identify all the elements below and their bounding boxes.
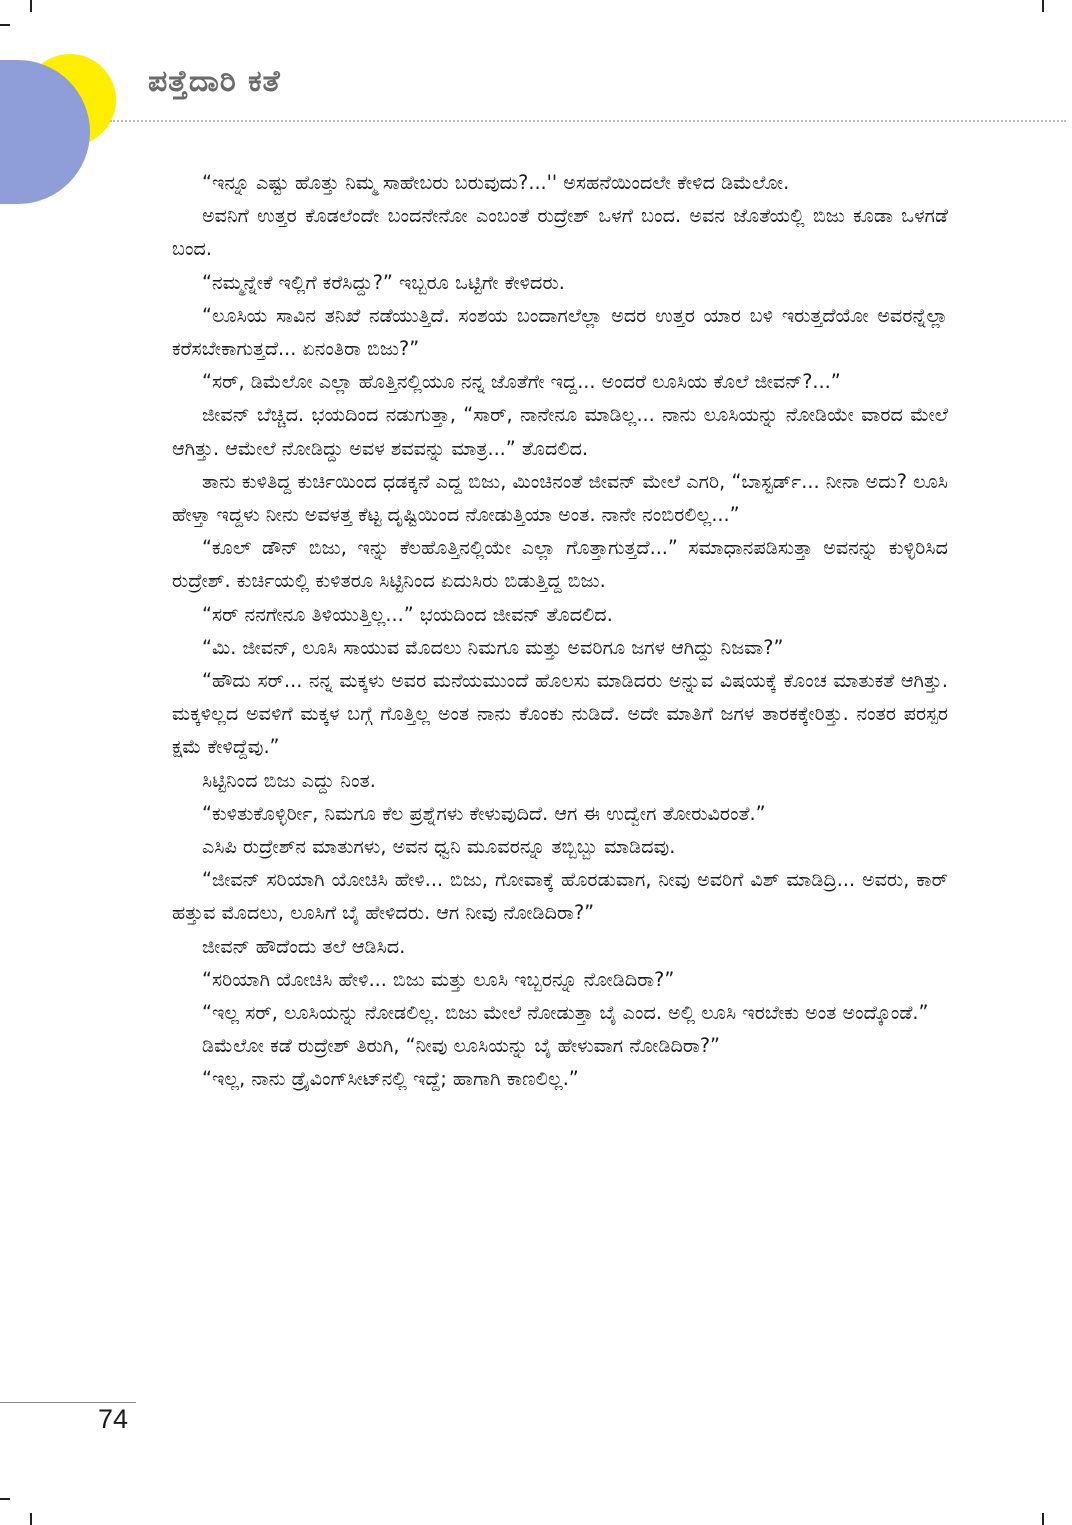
crop-mark-top-right (1042, 0, 1044, 12)
paragraph: “ಇಲ್ಲ, ನಾನು ಡ್ರೈವಿಂಗ್‌ಸೀಟ್‌ನಲ್ಲಿ ಇದ್ದೆ; ಹಾಗಾಗಿ ಕಾಣಲಿಲ್ಲ.” (202, 1067, 579, 1091)
paragraph: “ಇನ್ನೂ ಎಷ್ಟು ಹೊತ್ತು ನಿಮ್ಮ ಸಾಹೇಬರು ಬರುವುದು?...'' ಅಸಹನೆಯಿಂದಲೇ ಕೇಳಿದ ಡಿಮೆಲೋ. (202, 171, 790, 194)
header-dotted-rule (110, 120, 1066, 122)
paragraph: “ಸರಿಯಾಗಿ ಯೋಚಿಸಿ ಹೇಳಿ... ಬಿಜು ಮತ್ತು ಲೂಸಿ ಇಬ್ಬರನ್ನೂ ನೋಡಿದಿರಾ?” (202, 967, 675, 991)
body-text (172, 166, 948, 1096)
footer-rule (0, 1402, 136, 1403)
paragraph: ತಾನು ಕುಳಿತಿದ್ದ ಕುರ್ಚಿಯಿಂದ ಧಡಕ್ಕನೆ ಎದ್ದ ಬಿಜು, ಮಿಂಚಿನಂತೆ ಜೀವನ್ ಮೇಲೆ ಎಗರಿ, “ಬಾಸ್ಟರ್ಡ್... ನೀನಾ ಅದು? ಲೂಸಿ ಹೇಳ್ತಾ ಇದ್ದಳು ನೀನು ಅವಳತ್ತ ಕೆಟ್ಟ ದೃಷ್ಟಿಯಿಂದ ನೋಡುತ್ತಿಯಾ ಅಂತ. ನಾನೇ ನಂಬಿರಲಿಲ್ಲ...” (172, 469, 948, 527)
page-number: 74 (98, 1404, 129, 1434)
paragraph: “ಜೀವನ್ ಸರಿಯಾಗಿ ಯೋಚಿಸಿ ಹೇಳಿ... ಬಿಜು, ಗೋವಾಕ್ಕೆ ಹೊರಡುವಾಗ, ನೀವು ಅವರಿಗೆ ವಿಶ್ ಮಾಡಿದ್ರಿ... ಅವರು, ಕಾರ್ ಹತ್ತುವ ಮೊದಲು, ಲೂಸಿಗೆ ಬೈ ಹೇಳಿದರು. ಆಗ ನೀವು ನೋಡಿದಿರಾ?” (172, 868, 948, 925)
paragraph: ಡಿಮೆಲೋ ಕಡೆ ರುದ್ರೇಶ್ ತಿರುಗಿ, “ನೀವು ಲೂಸಿಯನ್ನು ಬೈ ಹೇಳುವಾಗ ನೋಡಿದಿರಾ?” (202, 1034, 720, 1058)
paragraph: “ಹೌದು ಸರ್... ನನ್ನ ಮಕ್ಕಳು ಅವರ ಮನೆಯಮುಂದೆ ಹೊಲಸು ಮಾಡಿದರು ಅನ್ನುವ ವಿಷಯಕ್ಕೆ ಕೊಂಚ ಮಾತುಕತೆ ಆಗಿತ್ತು. ಮಕ್ಕಳಿಲ್ಲದ ಅವಳಿಗೆ ಮಕ್ಕಳ ಬಗ್ಗೆ ಗೊತ್ತಿಲ್ಲ ಅಂತ ನಾನು ಕೊಂಕು ನುಡಿದೆ. ಅದೇ ಮಾತಿಗೆ ಜಗಳ ತಾರಕಕ್ಕೇರಿತ್ತು. ನಂತರ ಪರಸ್ಪರ ಕ್ಷಮೆ ಕೇಳಿದ್ದೆವು.” (172, 669, 948, 759)
decorative-circles (0, 0, 140, 220)
paragraph: “ಲೂಸಿಯ ಸಾವಿನ ತನಿಖೆ ನಡೆಯುತ್ತಿದೆ. ಸಂಶಯ ಬಂದಾಗಲೆಲ್ಲಾ ಅದರ ಉತ್ತರ ಯಾರ ಬಳಿ ಇರುತ್ತದೆಯೋ ಅವರನ್ನೆಲ್ಲಾ ಕರೆಸಬೇಕಾಗುತ್ತದೆ... ಏನಂತಿರಾ ಬಿಜು?” (172, 303, 948, 361)
paragraph: ಜೀವನ್ ಬೆಚ್ಚಿದ. ಭಯದಿಂದ ನಡುಗುತ್ತಾ, “ಸಾರ್, ನಾನೇನೂ ಮಾಡಿಲ್ಲ... ನಾನು ಲೂಸಿಯನ್ನು ನೋಡಿಯೇ ವಾರದ ಮೇಲೆ ಆಗಿತ್ತು. ಆಮೇಲೆ ನೋಡಿದ್ದು ಅವಳ ಶವವನ್ನು ಮಾತ್ರ...” ತೊದಲಿದ. (172, 403, 948, 460)
paragraph: “ಸರ್, ಡಿಮೆಲೋ ಎಲ್ಲಾ ಹೊತ್ತಿನಲ್ಲಿಯೂ ನನ್ನ ಜೊತೆಗೇ ಇದ್ದ... ಅಂದರೆ ಲೂಸಿಯ ಕೊಲೆ ಜೀವನ್?...” (202, 370, 841, 394)
paragraph: ಎಸಿಪಿ ರುದ್ರೇಶ್‌ನ ಮಾತುಗಳು, ಅವನ ಧ್ವನಿ ಮೂವರನ್ನೂ ತಬ್ಬಿಬ್ಬು ಮಾಡಿದವು. (202, 835, 676, 859)
crop-mark-bottom-left-side (0, 1498, 10, 1500)
paragraph: ಸಿಟ್ಟಿನಿಂದ ಬಿಜು ಎದ್ದು ನಿಂತ. (202, 768, 376, 792)
paragraph: “ಕುಳಿತುಕೊಳ್ಳಿರ್ರೀ, ನಿಮಗೂ ಕೆಲ ಪ್ರಶ್ನೆಗಳು ಕೇಳುವುದಿದೆ. ಆಗ ಈ ಉದ್ವೇಗ ತೋರುವಿರಂತೆ.” (202, 801, 766, 825)
paragraph: ಅವನಿಗೆ ಉತ್ತರ ಕೊಡಲೆಂದೇ ಬಂದನೇನೋ ಎಂಬಂತೆ ರುದ್ರೇಶ್ ಒಳಗೆ ಬಂದ. ಅವನ ಜೊತೆಯಲ್ಲಿ ಬಿಜು ಕೂಡಾ ಒಳಗಡೆ ಬಂದ. (172, 204, 948, 261)
paragraph: “ಇಲ್ಲ ಸರ್, ಲೂಸಿಯನ್ನು ನೋಡಲಿಲ್ಲ. ಬಿಜು ಮೇಲೆ ನೋಡುತ್ತಾ ಬೈ ಎಂದ. ಅಲ್ಲಿ ಲೂಸಿ ಇರಬೇಕು ಅಂತ ಅಂದ್ಕೊಂಡೆ.” (202, 1001, 929, 1025)
crop-mark-bottom-right (1042, 1513, 1044, 1525)
crop-mark-bottom-left (30, 1513, 32, 1525)
paragraph: “ಕೂಲ್ ಡೌನ್ ಬಿಜು, ಇನ್ನು ಕೆಲಹೊತ್ತಿನಲ್ಲಿಯೇ ಎಲ್ಲಾ ಗೊತ್ತಾಗುತ್ತದೆ...” ಸಮಾಧಾನಪಡಿಸುತ್ತಾ ಅವನನ್ನು ಕುಳ್ಳಿರಿಸಿದ ರುದ್ರೇಶ್. ಕುರ್ಚಿಯಲ್ಲಿ ಕುಳಿತರೂ ಸಿಟ್ಟಿನಿಂದ ಏದುಸಿರು ಬಿಡುತ್ತಿದ್ದ ಬಿಜು. (172, 536, 948, 593)
paragraph: ಜೀವನ್ ಹೌದೆಂದು ತಲೆ ಆಡಿಸಿದ. (202, 934, 406, 958)
paragraph: “ನಮ್ಮನ್ನೇಕೆ ಇಲ್ಲಿಗೆ ಕರೆಸಿದ್ದು?” ಇಬ್ಬರೂ ಒಟ್ಟಿಗೇ ಕೇಳಿದರು. (202, 270, 565, 294)
running-header-title: ಪತ್ತೆದಾರಿ ಕತೆ (148, 64, 281, 99)
paragraph: “ಸರ್ ನನಗೇನೂ ತಿಳಿಯುತ್ತಿಲ್ಲ...” ಭಯದಿಂದ ಜೀವನ್ ತೊದಲಿದ. (202, 602, 613, 626)
paragraph: “ಮಿ. ಜೀವನ್, ಲೂಸಿ ಸಾಯುವ ಮೊದಲು ನಿಮಗೂ ಮತ್ತು ಅವರಿಗೂ ಜಗಳ ಆಗಿದ್ದು ನಿಜವಾ?” (202, 635, 784, 659)
